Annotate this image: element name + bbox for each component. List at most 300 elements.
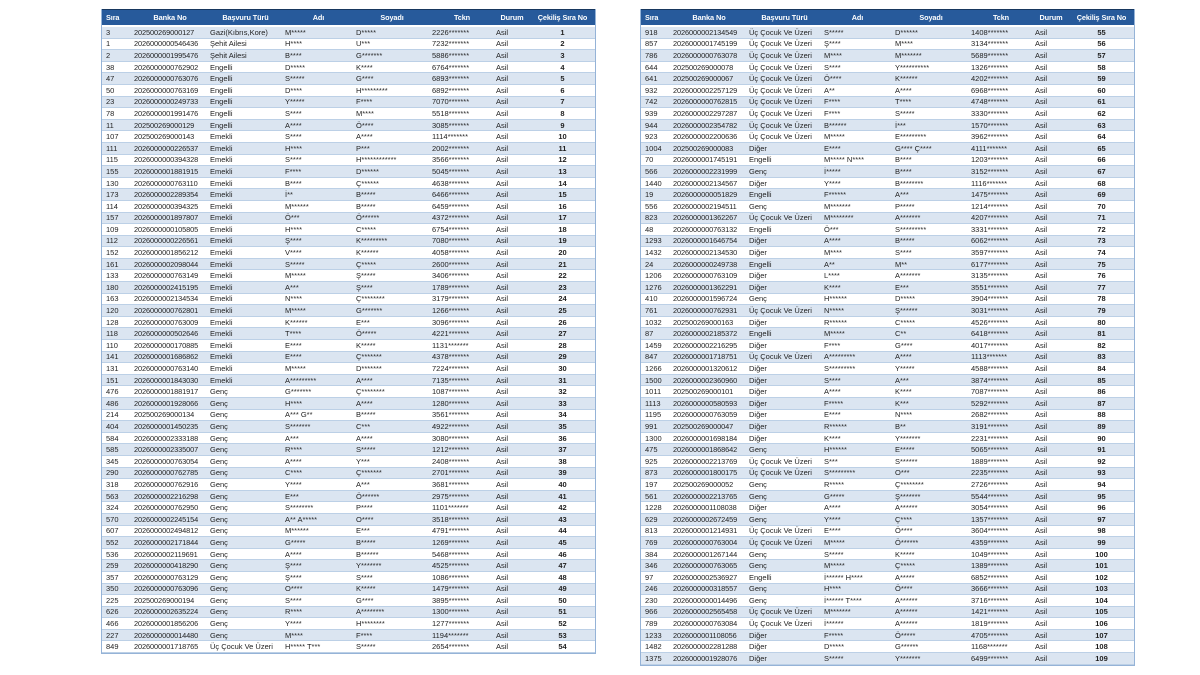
cell-adi: D**** (285, 85, 303, 95)
cell-cekilis-sira-no: 86 (1097, 387, 1106, 397)
cell-tckn: 6499******* (971, 653, 1009, 663)
cell-banka-no: 2026000000249733 (134, 97, 199, 107)
table-row (641, 537, 1134, 549)
cell-tckn: 3054******* (971, 503, 1009, 513)
cell-durum: Asil (496, 433, 509, 443)
cell-basvuru-turu: Üç Çocuk Ve Üzeri (749, 456, 812, 466)
cell-soyadi: Ş****** (895, 306, 918, 316)
cell-durum: Asil (1035, 514, 1048, 524)
table-row (641, 375, 1134, 387)
cell-tckn: 2408******* (432, 456, 470, 466)
cell-soyadi: B***** (356, 201, 376, 211)
cell-tckn: 4525******* (432, 561, 470, 571)
cell-durum: Asil (496, 456, 509, 466)
table-row (102, 73, 595, 85)
cell-soyadi: Ç******** (895, 479, 924, 489)
cell-soyadi: B***** (356, 537, 376, 547)
cell-basvuru-turu: Üç Çocuk Ve Üzeri (749, 74, 812, 84)
cell-banka-no: 2026000000502646 (134, 329, 199, 339)
cell-tckn: 3604******* (971, 526, 1009, 536)
cell-adi: Y**** (285, 619, 302, 629)
cell-durum: Asil (1035, 584, 1048, 594)
cell-cekilis-sira-no: 53 (558, 630, 567, 640)
cell-durum: Asil (1035, 572, 1048, 582)
cell-durum: Asil (1035, 398, 1048, 408)
cell-basvuru-turu: Genç (210, 619, 228, 629)
cell-banka-no: 2026000000170885 (134, 340, 199, 350)
cell-adi: M***** (285, 364, 306, 374)
cell-tckn: 1475******* (971, 190, 1009, 200)
cell-adi: R**** (285, 445, 303, 455)
cell-tckn: 5292******* (971, 398, 1009, 408)
column-header-tckn: Tckn (992, 13, 1010, 22)
cell-cekilis-sira-no: 21 (558, 259, 567, 269)
cell-cekilis-sira-no: 43 (558, 514, 567, 524)
cell-basvuru-turu: Genç (210, 584, 228, 594)
cell-banka-no: 2026000000418290 (134, 561, 199, 571)
cell-soyadi: A****** (895, 595, 918, 605)
cell-cekilis-sira-no: 97 (1097, 514, 1106, 524)
cell-soyadi: Ş***** (356, 271, 376, 281)
cell-adi: M******** (824, 213, 854, 223)
cell-soyadi: S***** (356, 445, 376, 455)
cell-sira: 585 (106, 445, 119, 455)
cell-banka-no: 2026000000546436 (134, 39, 199, 49)
cell-cekilis-sira-no: 40 (558, 479, 567, 489)
cell-basvuru-turu: Engelli (749, 259, 772, 269)
cell-tckn: 6062******* (971, 236, 1009, 246)
cell-durum: Asil (496, 387, 509, 397)
cell-durum: Asil (1035, 642, 1048, 652)
cell-adi: Ş**** (285, 572, 302, 582)
cell-sira: 24 (645, 259, 654, 269)
cell-adi: A*** G** (285, 410, 313, 420)
cell-durum: Asil (1035, 74, 1048, 84)
cell-banka-no: 2026000000763140 (134, 364, 199, 374)
cell-banka-no: 2026000002213769 (673, 456, 738, 466)
cell-banka-no: 2026000001450235 (134, 421, 199, 431)
cell-cekilis-sira-no: 33 (558, 398, 567, 408)
table-row (102, 39, 595, 51)
cell-banka-no: 2026000001214931 (673, 526, 738, 536)
cell-cekilis-sira-no: 28 (558, 340, 567, 350)
cell-sira: 70 (645, 155, 654, 165)
cell-sira: 847 (645, 352, 658, 362)
cell-basvuru-turu: Engelli (210, 108, 233, 118)
cell-soyadi: M**** (895, 39, 913, 49)
cell-adi: A********* (285, 375, 317, 385)
cell-banka-no: 2026000002134534 (134, 294, 199, 304)
cell-basvuru-turu: Emekli (210, 259, 233, 269)
table-row (102, 444, 595, 456)
cell-sira: 466 (106, 619, 119, 629)
cell-basvuru-turu: Diğer (749, 236, 767, 246)
cell-banka-no: 2026000001995476 (134, 50, 199, 60)
cell-soyadi: Ö**** (895, 526, 913, 536)
table-row (102, 294, 595, 306)
cell-cekilis-sira-no: 16 (558, 201, 567, 211)
cell-basvuru-turu: Genç (749, 166, 767, 176)
cell-basvuru-turu: Genç (749, 595, 767, 605)
cell-sira: 23 (106, 97, 115, 107)
cell-cekilis-sira-no: 101 (1095, 561, 1108, 571)
cell-soyadi: S****** (895, 456, 918, 466)
column-header-durum: Durum (1039, 13, 1063, 22)
cell-sira: 607 (106, 526, 119, 536)
cell-cekilis-sira-no: 72 (1097, 224, 1106, 234)
cell-soyadi: A*** (356, 479, 370, 489)
cell-cekilis-sira-no: 46 (558, 549, 567, 559)
cell-basvuru-turu: Üç Çocuk Ve Üzeri (749, 526, 812, 536)
cell-banka-no: 2026000002216298 (134, 491, 199, 501)
cell-banka-no: 2026000000249738 (673, 259, 738, 269)
cell-tckn: 2654******* (432, 642, 470, 652)
cell-cekilis-sira-no: 39 (558, 468, 567, 478)
cell-durum: Asil (496, 340, 509, 350)
cell-soyadi: H********* (356, 85, 388, 95)
cell-banka-no: 2026000000763065 (673, 561, 738, 571)
table-row (641, 73, 1134, 85)
cell-cekilis-sira-no: 7 (560, 97, 565, 107)
table-row (641, 340, 1134, 352)
cell-basvuru-turu: Genç (210, 468, 228, 478)
cell-soyadi: A**** (356, 433, 373, 443)
cell-soyadi: Y******* (895, 653, 921, 663)
table-header-row (102, 9, 595, 27)
cell-soyadi: K**** (356, 62, 373, 72)
cell-cekilis-sira-no: 32 (558, 387, 567, 397)
cell-soyadi: G******* (356, 50, 383, 60)
cell-cekilis-sira-no: 17 (558, 213, 567, 223)
cell-durum: Asil (496, 213, 509, 223)
cell-basvuru-turu: Genç (210, 526, 228, 536)
cell-adi: S**** (285, 595, 302, 605)
cell-adi: F**** (824, 108, 841, 118)
cell-soyadi: A*** (895, 375, 909, 385)
cell-adi: E**** (824, 526, 841, 536)
cell-sira: 925 (645, 456, 658, 466)
cell-sira: 1113 (645, 398, 661, 408)
cell-adi: N**** (285, 294, 303, 304)
table-row (102, 468, 595, 480)
cell-cekilis-sira-no: 36 (558, 433, 567, 443)
cell-adi: H****** (824, 445, 847, 455)
cell-durum: Asil (1035, 375, 1048, 385)
cell-cekilis-sira-no: 78 (1097, 294, 1106, 304)
cell-sira: 561 (645, 491, 658, 501)
column-header-soyadi: Soyadı (919, 13, 943, 22)
cell-soyadi: Y********** (895, 62, 930, 72)
cell-adi: E*** (285, 491, 299, 501)
cell-basvuru-turu: Emekli (210, 329, 233, 339)
cell-sira: 225 (106, 595, 119, 605)
cell-soyadi: O**** (356, 514, 374, 524)
cell-basvuru-turu: Üç Çocuk Ve Üzeri (749, 85, 812, 95)
cell-adi: H**** (285, 39, 303, 49)
table-row (102, 317, 595, 329)
cell-tckn: 3191******* (971, 421, 1009, 431)
cell-durum: Asil (496, 549, 509, 559)
cell-banka-no: 2026000001868642 (673, 445, 738, 455)
table-row (102, 50, 595, 62)
cell-tckn: 3681******* (432, 479, 470, 489)
cell-sira: 1195 (645, 410, 662, 420)
cell-adi: Y**** (285, 479, 302, 489)
cell-cekilis-sira-no: 14 (558, 178, 567, 188)
cell-durum: Asil (496, 317, 509, 327)
cell-cekilis-sira-no: 57 (1097, 50, 1106, 60)
table-row (641, 259, 1134, 271)
table-row (641, 444, 1134, 456)
cell-basvuru-turu: Genç (210, 503, 228, 513)
cell-sira: 227 (106, 630, 119, 640)
cell-sira: 114 (106, 201, 118, 211)
cell-cekilis-sira-no: 52 (558, 619, 567, 629)
cell-cekilis-sira-no: 59 (1097, 74, 1106, 84)
cell-tckn: 1300******* (432, 607, 470, 617)
cell-banka-no: 202500269000127 (134, 27, 195, 37)
cell-adi: S**** (824, 375, 841, 385)
cell-banka-no: 2026000000763109 (673, 271, 738, 281)
cell-cekilis-sira-no: 58 (1097, 62, 1106, 72)
cell-sira: 1459 (645, 340, 662, 350)
cell-tckn: 1168******* (971, 642, 1008, 652)
cell-soyadi: Ö**** (895, 584, 913, 594)
cell-tckn: 3904******* (971, 294, 1009, 304)
cell-tckn: 1113******* (971, 352, 1008, 362)
cell-basvuru-turu: Emekli (210, 375, 233, 385)
table-row (102, 410, 595, 422)
cell-basvuru-turu: Genç (210, 549, 228, 559)
cell-adi: T**** (285, 329, 302, 339)
cell-adi: A**** (824, 503, 841, 513)
cell-adi: S***** (824, 653, 844, 663)
cell-cekilis-sira-no: 66 (1097, 155, 1106, 165)
cell-adi: M**** (824, 248, 842, 258)
cell-banka-no: 2026000000226537 (134, 143, 199, 153)
cell-banka-no: 2026000000763054 (134, 456, 199, 466)
cell-cekilis-sira-no: 1 (560, 27, 565, 37)
cell-adi: S**** (285, 155, 302, 165)
cell-basvuru-turu: Üç Çocuk Ve Üzeri (749, 108, 812, 118)
cell-cekilis-sira-no: 76 (1097, 271, 1106, 281)
table-row (641, 131, 1134, 143)
cell-durum: Asil (496, 224, 509, 234)
cell-cekilis-sira-no: 4 (560, 62, 565, 72)
cell-durum: Asil (496, 236, 509, 246)
cell-adi: A** A***** (285, 514, 318, 524)
cell-cekilis-sira-no: 24 (558, 294, 567, 304)
cell-banka-no: 2026000002297287 (673, 108, 738, 118)
cell-basvuru-turu: Emekli (210, 166, 233, 176)
cell-cekilis-sira-no: 75 (1097, 259, 1106, 269)
cell-banka-no: 2026000002134567 (673, 178, 738, 188)
cell-tckn: 4748******* (971, 97, 1009, 107)
cell-tckn: 4791******* (432, 526, 470, 536)
cell-tckn: 3518******* (432, 514, 470, 524)
cell-sira: 644 (645, 62, 658, 72)
cell-tckn: 4359******* (971, 537, 1009, 547)
cell-sira: 932 (645, 85, 658, 95)
cell-adi: M***** N**** (824, 155, 865, 165)
cell-tckn: 1789******* (432, 282, 470, 292)
cell-basvuru-turu: Emekli (210, 282, 233, 292)
cell-banka-no: 2026000001991476 (134, 108, 199, 118)
cell-tckn: 3331******* (971, 224, 1009, 234)
cell-durum: Asil (496, 364, 509, 374)
table-row (641, 549, 1134, 561)
cell-sira: 1266 (645, 364, 662, 374)
cell-durum: Asil (496, 584, 509, 594)
cell-durum: Asil (496, 329, 509, 339)
cell-sira: 761 (645, 306, 658, 316)
cell-banka-no: 2026000002257129 (673, 85, 738, 95)
cell-tckn: 7224******* (432, 364, 470, 374)
table-row (102, 386, 595, 398)
cell-durum: Asil (1035, 433, 1048, 443)
cell-tckn: 1049******* (971, 549, 1009, 559)
table-row (102, 560, 595, 572)
cell-sira: 769 (645, 537, 658, 547)
cell-soyadi: B****** (356, 549, 379, 559)
cell-durum: Asil (496, 97, 509, 107)
cell-sira: 1206 (645, 271, 662, 281)
column-header-adi: Adı (851, 13, 864, 22)
cell-basvuru-turu: Genç (210, 479, 228, 489)
cell-banka-no: 2026000001596724 (673, 294, 738, 304)
cell-tckn: 6852******* (971, 572, 1009, 582)
cell-cekilis-sira-no: 84 (1097, 364, 1106, 374)
cell-sira: 97 (645, 572, 654, 582)
cell-sira: 19 (645, 190, 654, 200)
cell-cekilis-sira-no: 61 (1097, 97, 1106, 107)
cell-tckn: 6418******* (971, 329, 1009, 339)
cell-banka-no: 2026000000014496 (673, 595, 738, 605)
cell-adi: A*** (285, 282, 299, 292)
cell-durum: Asil (1035, 653, 1048, 663)
cell-cekilis-sira-no: 10 (558, 132, 567, 142)
cell-cekilis-sira-no: 69 (1097, 190, 1106, 200)
cell-basvuru-turu: Emekli (210, 248, 233, 258)
cell-sira: 923 (645, 132, 658, 142)
cell-soyadi: Ç***** (895, 561, 916, 571)
cell-adi: K**** (824, 433, 841, 443)
cell-cekilis-sira-no: 80 (1097, 317, 1106, 327)
table-row (102, 479, 595, 491)
cell-sira: 857 (645, 39, 658, 49)
cell-durum: Asil (496, 50, 509, 60)
cell-durum: Asil (1035, 607, 1048, 617)
cell-cekilis-sira-no: 98 (1097, 526, 1106, 536)
cell-tckn: 1479******* (432, 584, 470, 594)
cell-durum: Asil (1035, 213, 1048, 223)
cell-soyadi: O*** (895, 468, 910, 478)
cell-cekilis-sira-no: 94 (1097, 479, 1106, 489)
table-row (641, 189, 1134, 201)
cell-cekilis-sira-no: 102 (1095, 572, 1108, 582)
cell-soyadi: Ç**** (895, 514, 913, 524)
column-header-sira: Sıra (645, 13, 659, 22)
cell-durum: Asil (496, 421, 509, 431)
cell-durum: Asil (1035, 190, 1048, 200)
cell-cekilis-sira-no: 71 (1097, 213, 1106, 223)
cell-basvuru-turu: Emekli (210, 271, 233, 281)
cell-banka-no: 2026000000762785 (134, 468, 199, 478)
cell-tckn: 5544******* (971, 491, 1009, 501)
cell-durum: Asil (496, 190, 509, 200)
cell-soyadi: B***** (356, 410, 376, 420)
cell-banka-no: 2026000001108038 (673, 503, 737, 513)
cell-tckn: 2235******* (971, 468, 1009, 478)
cell-tckn: 1277******* (432, 619, 470, 629)
cell-banka-no: 2026000000763004 (673, 537, 738, 547)
cell-banka-no: 2026000001267144 (673, 549, 738, 559)
cell-soyadi: C***** (895, 317, 916, 327)
cell-soyadi: E***** (895, 445, 915, 455)
cell-basvuru-turu: Üç Çocuk Ve Üzeri (749, 619, 812, 629)
cell-basvuru-turu: Genç (210, 630, 228, 640)
cell-durum: Asil (1035, 329, 1048, 339)
cell-tckn: 6459******* (432, 201, 470, 211)
cell-cekilis-sira-no: 8 (560, 108, 565, 118)
table-row (641, 224, 1134, 236)
cell-sira: 584 (106, 433, 119, 443)
cell-banka-no: 202500269000078 (673, 62, 734, 72)
cell-soyadi: M******* (895, 50, 922, 60)
cell-basvuru-turu: Üç Çocuk Ve Üzeri (749, 27, 812, 37)
cell-durum: Asil (1035, 85, 1048, 95)
cell-basvuru-turu: Üç Çocuk Ve Üzeri (749, 132, 812, 142)
cell-adi: Ş**** (285, 236, 302, 246)
cell-banka-no: 2026000002245154 (134, 514, 199, 524)
cell-cekilis-sira-no: 56 (1097, 39, 1106, 49)
cell-tckn: 6177******* (971, 259, 1009, 269)
cell-basvuru-turu: Genç (749, 549, 767, 559)
column-header-banka-no: Banka No (692, 13, 726, 22)
cell-durum: Asil (1035, 630, 1048, 640)
cell-banka-no: 2026000000762931 (673, 306, 738, 316)
table-row (641, 247, 1134, 259)
table-row (641, 479, 1134, 491)
cell-adi: İ****** (824, 619, 844, 629)
cell-tckn: 4372******* (432, 213, 470, 223)
table-row (641, 456, 1134, 468)
cell-durum: Asil (496, 619, 509, 629)
cell-basvuru-turu: Üç Çocuk Ve Üzeri (749, 50, 812, 60)
cell-basvuru-turu: Genç (210, 561, 228, 571)
cell-basvuru-turu: Genç (210, 410, 228, 420)
cell-durum: Asil (496, 306, 509, 316)
table-row (641, 584, 1134, 596)
cell-sira: 152 (106, 248, 119, 258)
cell-cekilis-sira-no: 37 (558, 445, 567, 455)
cell-sira: 112 (106, 236, 118, 246)
cell-basvuru-turu: Genç (210, 514, 228, 524)
cell-sira: 991 (645, 421, 658, 431)
cell-soyadi: G**** (895, 340, 913, 350)
cell-soyadi: Y******* (356, 561, 382, 571)
cell-adi: H**** (824, 584, 842, 594)
cell-cekilis-sira-no: 70 (1097, 201, 1106, 211)
cell-adi: G***** (285, 537, 306, 547)
cell-tckn: 3551******* (971, 282, 1009, 292)
cell-sira: 259 (106, 561, 119, 571)
cell-basvuru-turu: Diğer (749, 282, 767, 292)
cell-sira: 111 (106, 143, 118, 153)
cell-basvuru-turu: Diğer (749, 421, 767, 431)
cell-sira: 3 (106, 27, 111, 37)
table-row (641, 120, 1134, 132)
